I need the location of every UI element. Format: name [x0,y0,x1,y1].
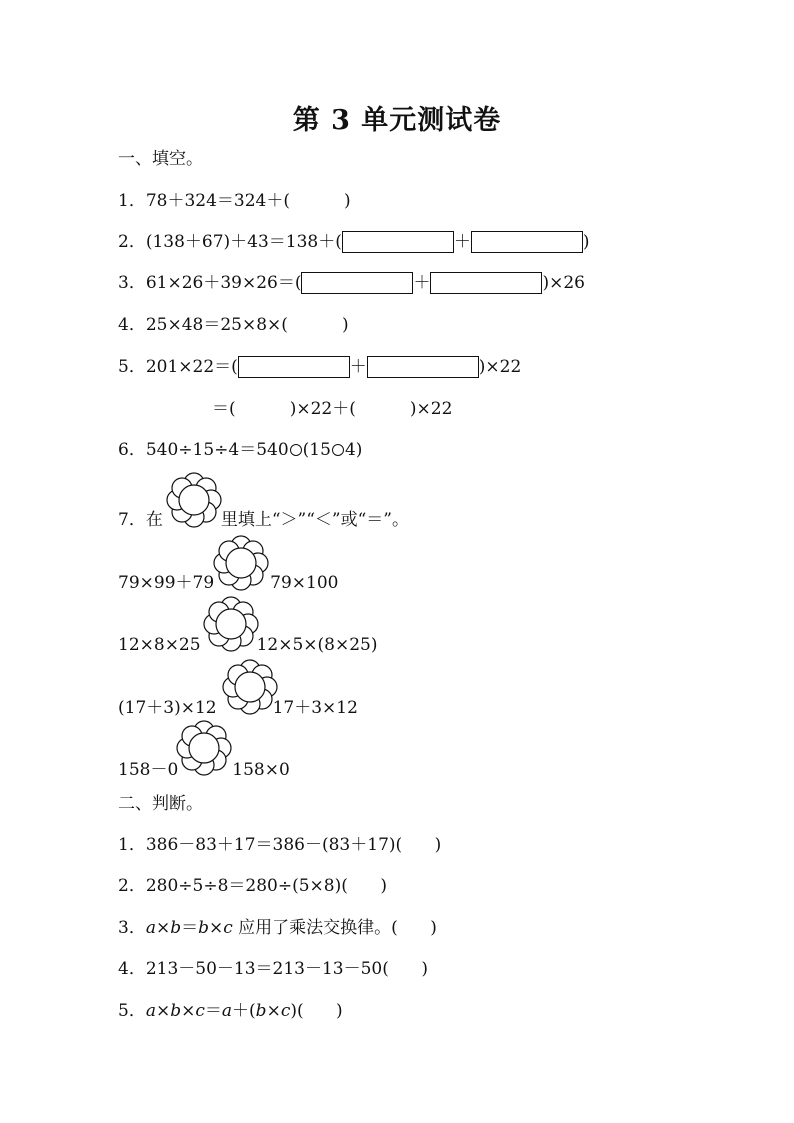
judge-5-b2: b [255,1001,267,1021]
judge-2 [118,871,387,901]
judge-4-text: 213－50－13＝213－13－50( [145,959,389,979]
judge-5-answer-blank[interactable] [304,996,336,1026]
judge-2-answer-blank[interactable] [348,871,380,901]
page-title: 第 3 单元测试卷 [292,105,502,136]
q5b-answer-blank-1[interactable] [236,394,290,424]
compare-4-left: 158－0 [118,760,179,780]
judge-5-close: ) [336,1001,343,1021]
judge-4-close: ) [421,959,428,979]
question-4 [118,310,349,340]
q5-number: 5． [118,357,146,377]
judge-3-b: b [170,918,182,938]
judge-1 [118,830,441,860]
judge-1-answer-blank[interactable] [402,830,434,860]
q1-close: ) [344,191,351,211]
judge-2-number: 2． [118,876,146,896]
question-2 [118,227,590,257]
q6-text1: 540÷15÷4＝540 [145,440,289,460]
q6-number: 6． [118,440,146,460]
judge-5-c2: c [280,1001,291,1021]
q7-text2: 里填上“＞”“＜”或“＝”。 [220,510,409,530]
q2-close: ) [582,232,590,252]
judge-2-close: ) [380,876,387,896]
q4-answer-blank[interactable] [288,310,342,340]
judge-3-close: ) [430,918,437,938]
q6-text3: 4) [344,440,363,460]
q5-answer-box-1[interactable] [238,356,350,378]
question-5-step2 [212,394,452,424]
judge-4 [118,954,428,984]
compare-3-right: 17＋3×12 [272,698,358,718]
question-7 [118,505,409,535]
q5-close: )×22 [478,357,522,377]
question-6 [118,435,362,465]
q3-plus: ＋ [413,273,431,293]
judge-4-number: 4． [118,959,146,979]
judge-3-b2: b [198,918,209,938]
judge-5 [118,996,343,1026]
compare-3-flower-icon[interactable] [222,659,278,715]
q3-number: 3． [118,273,146,293]
q4-close: ) [341,315,349,335]
compare-2-flower-icon[interactable] [203,596,259,652]
judge-5-c: c [195,1001,205,1021]
q2-answer-box-1[interactable] [342,231,454,253]
q1-answer-blank[interactable] [290,186,344,216]
judge-3-c: c [223,918,233,938]
q3-answer-box-2[interactable] [430,272,542,294]
judge-3-times-2: × [209,918,224,938]
compare-1-flower-icon[interactable] [213,535,269,591]
question-5 [118,352,521,382]
q5b-text1: ＝( [212,399,236,419]
judge-3-number: 3． [118,918,146,938]
judge-5-eq: ＝ [204,1001,222,1021]
q6-operator-circle-2[interactable] [332,444,344,456]
judge-5-a2: a [221,1001,233,1021]
judge-1-text: 386－83＋17＝386－(83＋17)( [145,835,403,855]
judge-3-a: a [145,918,156,938]
judge-5-b: b [170,1001,182,1021]
judge-1-number: 1． [118,835,146,855]
q2-text: (138＋67)＋43＝138＋( [145,232,342,252]
judge-3-times-1: × [155,918,171,938]
question-3 [118,268,585,298]
judge-3-eq: ＝ [181,918,199,938]
judge-5-a: a [145,1001,156,1021]
judge-4-answer-blank[interactable] [389,954,421,984]
section2-heading [118,789,203,819]
judge-2-text: 280÷5÷8＝280÷(5×8)( [145,876,348,896]
q1-number: 1． [118,191,146,211]
q4-text: 25×48＝25×8×( [145,315,288,335]
section1-heading [118,144,203,174]
q7-number: 7． [118,510,146,530]
judge-5-times-3: × [266,1001,281,1021]
section1-heading-text: 一、填空。 [118,149,203,169]
compare-1-left: 79×99＋79 [118,573,215,593]
judge-5-times-1: × [155,1001,171,1021]
q5b-text3: )×22 [409,399,453,419]
q2-plus: ＋ [453,232,471,252]
compare-2-left: 12×8×25 [118,635,201,655]
judge-1-close: ) [434,835,442,855]
compare-3-left: (17＋3)×12 [118,698,217,718]
q7-text1: 在 [145,510,163,530]
compare-4-flower-icon[interactable] [176,720,232,776]
flower-icon [166,472,222,528]
compare-1-right: 79×100 [270,573,339,593]
judge-3 [118,913,437,943]
judge-5-number: 5． [118,1001,146,1021]
q6-operator-circle-1[interactable] [290,444,302,456]
judge-3-answer-blank[interactable] [398,913,430,943]
compare-4-right: 158×0 [232,760,290,780]
q5-answer-box-2[interactable] [367,356,479,378]
q3-close: )×26 [542,273,585,293]
q2-number: 2． [118,232,146,252]
judge-3-text: 应用了乘法交换律。( [232,918,398,938]
compare-2-right: 12×5×(8×25) [256,635,378,655]
question-1 [118,186,351,216]
q5-text: 201×22＝( [145,357,238,377]
q4-number: 4． [118,315,146,335]
judge-5-plus: ＋( [232,1001,256,1021]
q3-text: 61×26＋39×26＝( [145,273,302,293]
judge-5-times-2: × [181,1001,196,1021]
q1-text: 78＋324＝324＋( [145,191,290,211]
q5-plus: ＋ [349,357,367,377]
section2-heading-text: 二、判断。 [118,794,203,814]
q6-text2: (15 [302,440,331,460]
judge-5-text: )( [290,1001,304,1021]
q3-answer-box-1[interactable] [301,272,413,294]
q5b-answer-blank-2[interactable] [356,394,410,424]
q5b-text2: )×22＋( [289,399,356,419]
q2-answer-box-2[interactable] [471,231,583,253]
